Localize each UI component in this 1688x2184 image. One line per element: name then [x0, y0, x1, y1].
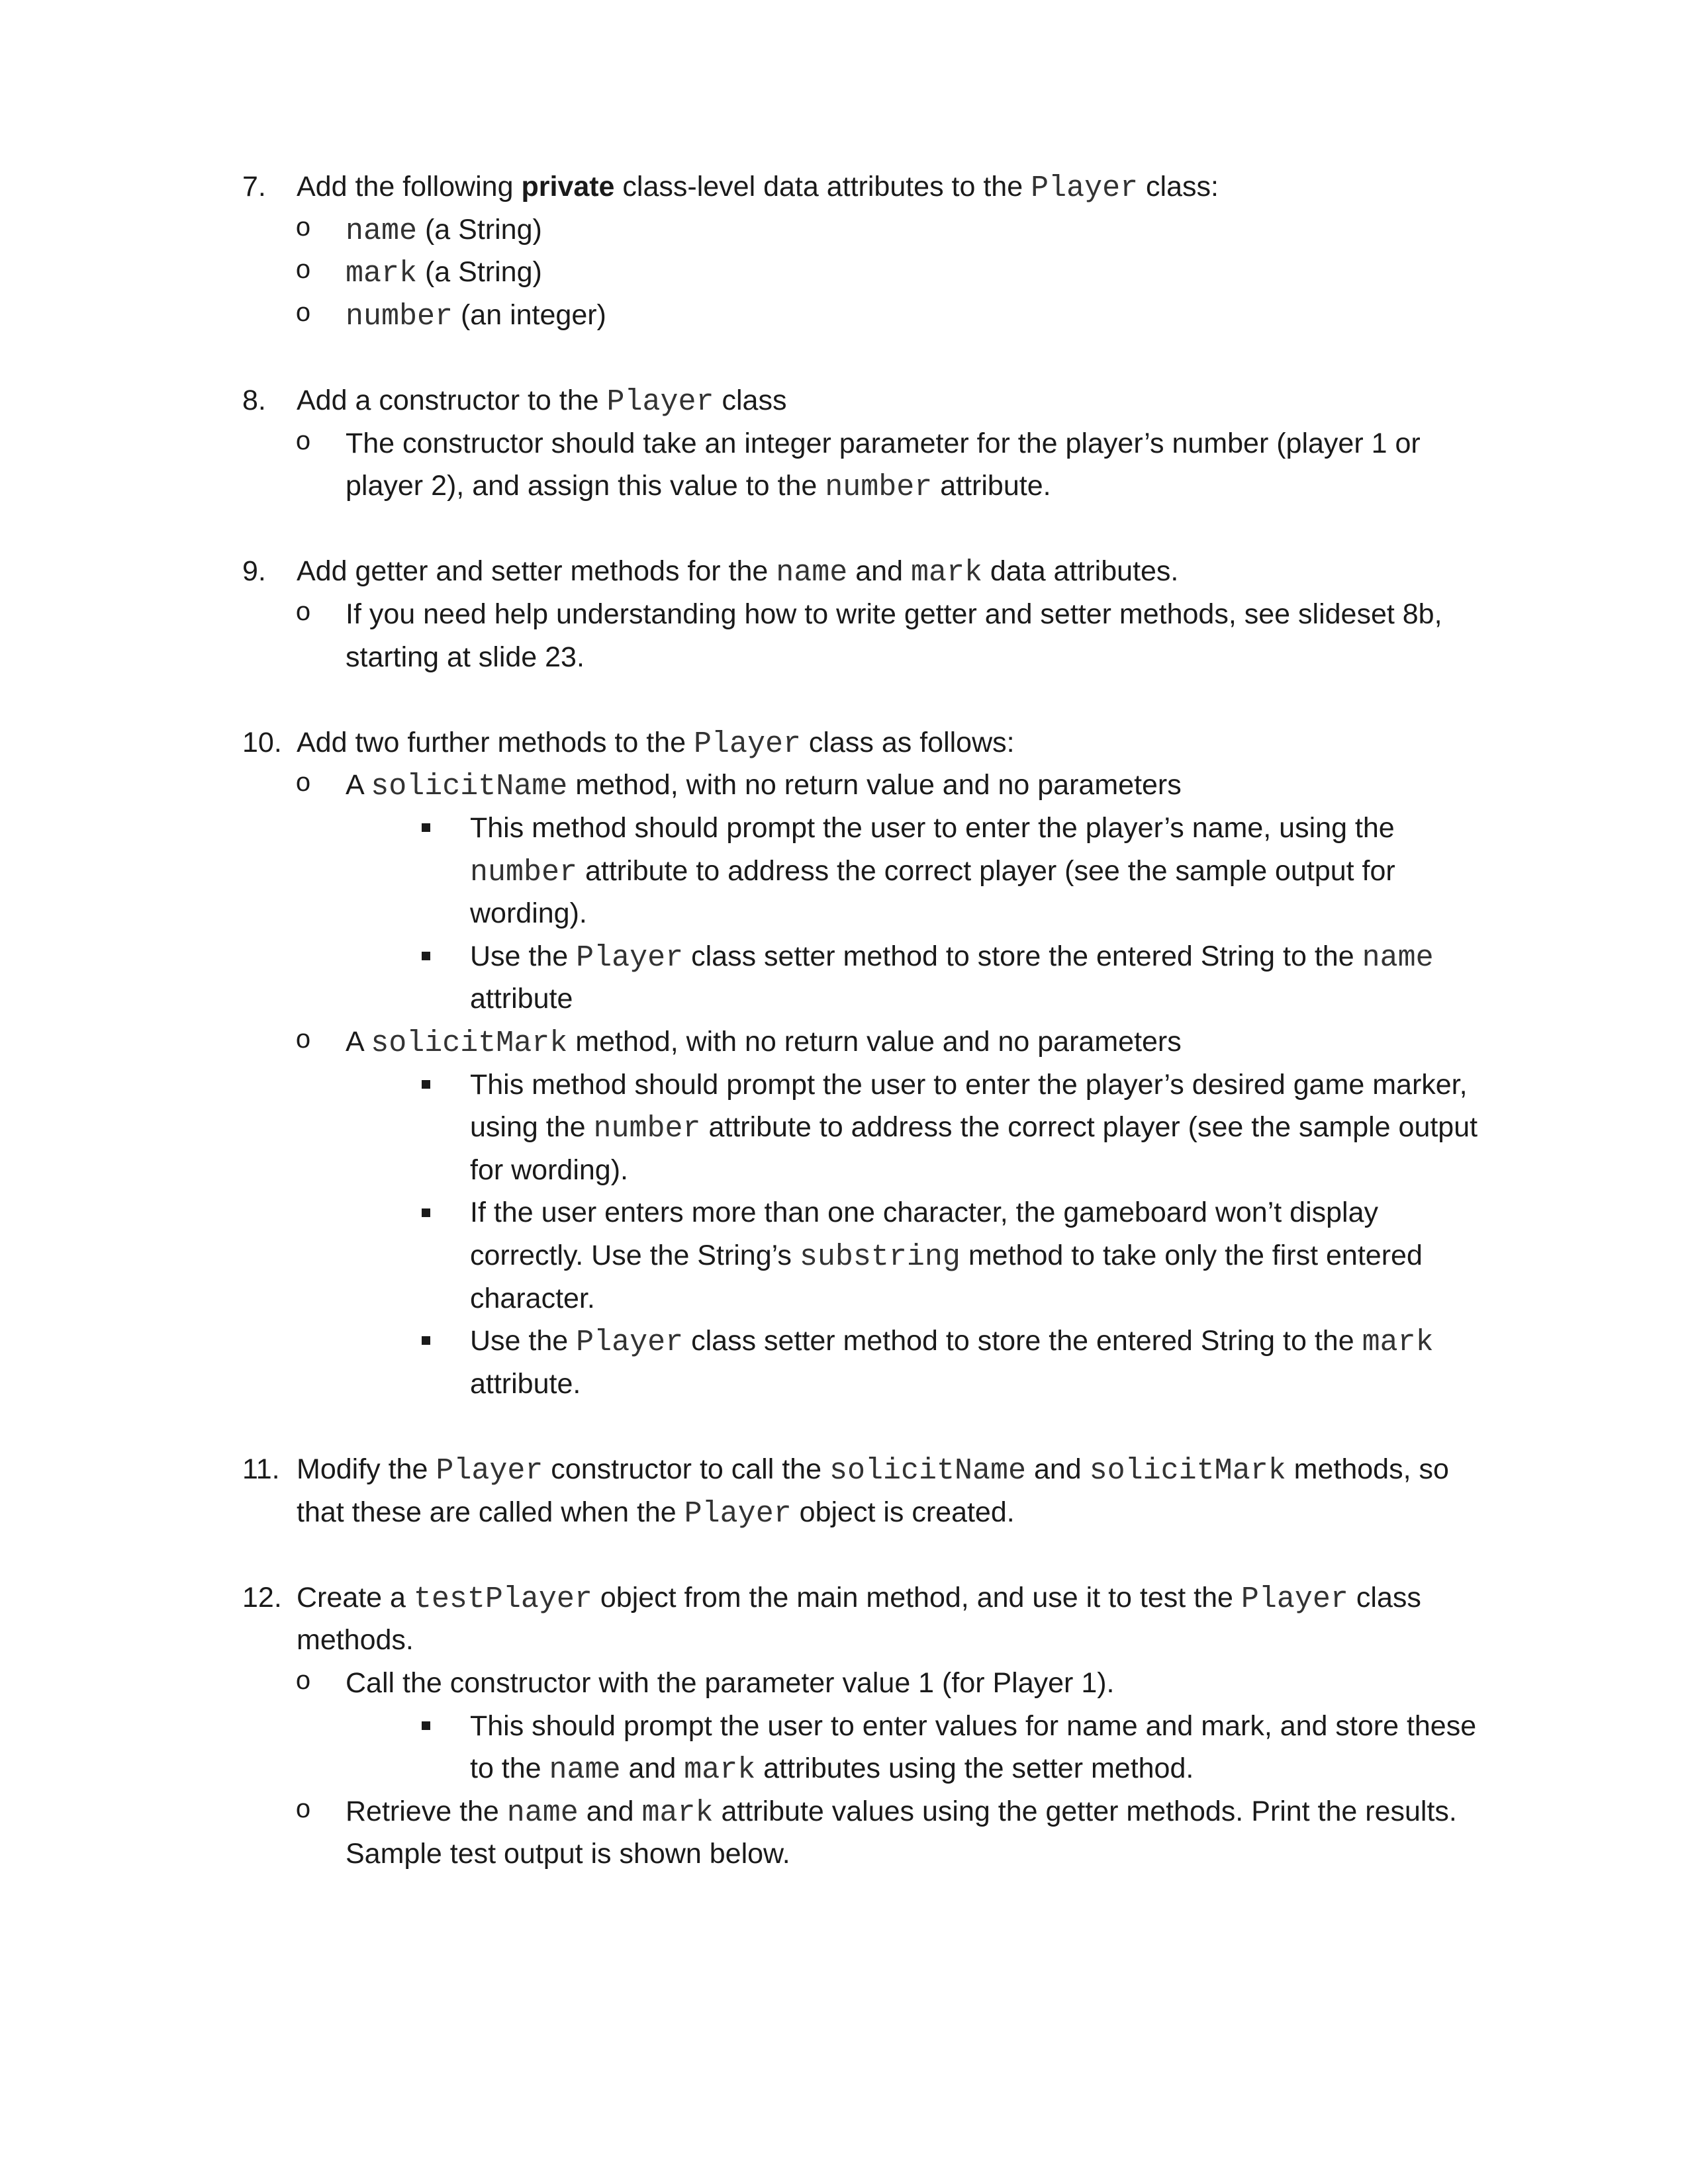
square-bullet-icon: [422, 1064, 430, 1106]
sub-sub-item-text: to the name and mark attributes using the setter method.: [470, 1752, 1194, 1788]
code-identifier: solicitName: [371, 770, 568, 804]
code-identifier: Player: [436, 1454, 543, 1488]
code-identifier: Player: [684, 1496, 792, 1531]
code-identifier: testPlayer: [413, 1582, 592, 1616]
square-bullet-icon: [422, 1191, 430, 1234]
square-bullet-icon: [422, 1320, 430, 1362]
item-text: methods.: [297, 1624, 414, 1657]
code-identifier: substring: [799, 1240, 961, 1274]
item-number: 7.: [242, 171, 266, 203]
circle-bullet-icon: o: [295, 1026, 312, 1056]
item-number: 12.: [242, 1581, 282, 1614]
sub-sub-item-text: This method should prompt the user to enter the player’s desired game marker,: [470, 1068, 1468, 1101]
circle-bullet-icon: o: [295, 299, 312, 330]
item-text: Add two further methods to the Player class as follows:: [297, 726, 1015, 761]
code-identifier: Player: [1241, 1582, 1348, 1616]
sub-sub-item-text: character.: [470, 1282, 595, 1314]
item-text: Add getter and setter methods for the name and mark data attributes.: [297, 555, 1179, 590]
code-identifier: number: [825, 471, 933, 505]
item-text: Create a testPlayer object from the main method, and use it to test the Player class: [297, 1581, 1421, 1616]
item-text: that these are called when the Player object is created.: [297, 1496, 1015, 1531]
sub-item-text: The constructor should take an integer parameter for the player’s number (player 1 or: [346, 427, 1421, 459]
sub-sub-item-text: number attribute to address the correct player (see the sample output for: [470, 854, 1395, 889]
code-identifier: number: [593, 1112, 701, 1146]
sub-item-text: player 2), and assign this value to the number attribute.: [346, 470, 1051, 505]
square-bullet-icon: [422, 935, 430, 978]
item-number: 9.: [242, 555, 266, 588]
code-identifier: mark: [684, 1753, 756, 1788]
sub-item-text: name (a String): [346, 213, 542, 248]
item-text: Add the following private class-level data attributes to the Player class:: [297, 171, 1219, 205]
sub-item-text: If you need help understanding how to write getter and setter methods, see slideset 8b,: [346, 598, 1442, 630]
sub-item-text: A solicitName method, with no return value and no parameters: [346, 769, 1182, 804]
code-identifier: Player: [576, 1326, 684, 1360]
circle-bullet-icon: o: [295, 599, 312, 629]
code-identifier: name: [1362, 940, 1434, 975]
circle-bullet-icon: o: [295, 1796, 312, 1826]
code-identifier: solicitMark: [371, 1026, 568, 1060]
sub-sub-item-text: attribute.: [470, 1367, 581, 1400]
sub-sub-item-text: Use the Player class setter method to store the entered String to the mark: [470, 1325, 1434, 1360]
code-identifier: name: [776, 556, 848, 590]
code-identifier: Player: [606, 385, 714, 419]
sub-sub-item-text: Use the Player class setter method to store the entered String to the name: [470, 940, 1434, 975]
sub-item-text: number (an integer): [346, 298, 606, 334]
bold-text: private: [521, 171, 615, 203]
circle-bullet-icon: o: [295, 257, 312, 287]
sub-sub-item-text: If the user enters more than one character, the gameboard won’t display: [470, 1197, 1379, 1229]
code-identifier: Player: [693, 727, 801, 761]
sub-item-text: mark (a String): [346, 256, 542, 291]
circle-bullet-icon: o: [295, 1668, 312, 1698]
circle-bullet-icon: o: [295, 770, 312, 800]
code-identifier: Player: [1031, 171, 1139, 205]
code-identifier: solicitName: [829, 1454, 1027, 1488]
sub-item-text: Call the constructor with the parameter value 1 (for Player 1).: [346, 1667, 1115, 1699]
item-number: 11.: [242, 1453, 280, 1485]
sub-sub-item-text: This method should prompt the user to enter the player’s name, using the: [470, 812, 1395, 844]
circle-bullet-icon: o: [295, 214, 312, 244]
sub-sub-item-text: for wording).: [470, 1154, 628, 1186]
code-identifier: Player: [576, 940, 684, 975]
sub-item-text: A solicitMark method, with no return value and no parameters: [346, 1026, 1182, 1060]
code-identifier: number: [346, 299, 453, 334]
code-identifier: mark: [1362, 1326, 1434, 1360]
code-identifier: mark: [641, 1796, 714, 1830]
code-identifier: number: [470, 855, 578, 889]
code-identifier: mark: [910, 556, 982, 590]
sub-item-text: Retrieve the name and mark attribute values using the getter methods. Print the results.: [346, 1795, 1457, 1830]
sub-sub-item-text: correctly. Use the String’s substring method to take only the first entered: [470, 1240, 1423, 1274]
code-identifier: name: [549, 1753, 621, 1788]
code-identifier: mark: [346, 257, 418, 291]
sub-sub-item-text: This should prompt the user to enter values for name and mark, and store these: [470, 1709, 1477, 1742]
code-identifier: solicitMark: [1089, 1454, 1286, 1488]
code-identifier: name: [506, 1796, 579, 1830]
square-bullet-icon: [422, 1705, 430, 1747]
item-number: 8.: [242, 385, 266, 416]
sub-item-text: Sample test output is shown below.: [346, 1838, 790, 1870]
sub-item-text: starting at slide 23.: [346, 641, 585, 673]
item-text: Modify the Player constructor to call the solicitName and solicitMark methods, so: [297, 1453, 1449, 1488]
sub-sub-item-text: attribute: [470, 983, 573, 1015]
item-number: 10.: [242, 726, 282, 758]
square-bullet-icon: [422, 807, 430, 849]
code-identifier: name: [346, 214, 418, 248]
sub-sub-item-text: wording).: [470, 897, 587, 930]
sub-sub-item-text: using the number attribute to address the correct player (see the sample output: [470, 1111, 1478, 1146]
item-text: Add a constructor to the Player class: [297, 385, 787, 419]
circle-bullet-icon: o: [295, 428, 312, 458]
